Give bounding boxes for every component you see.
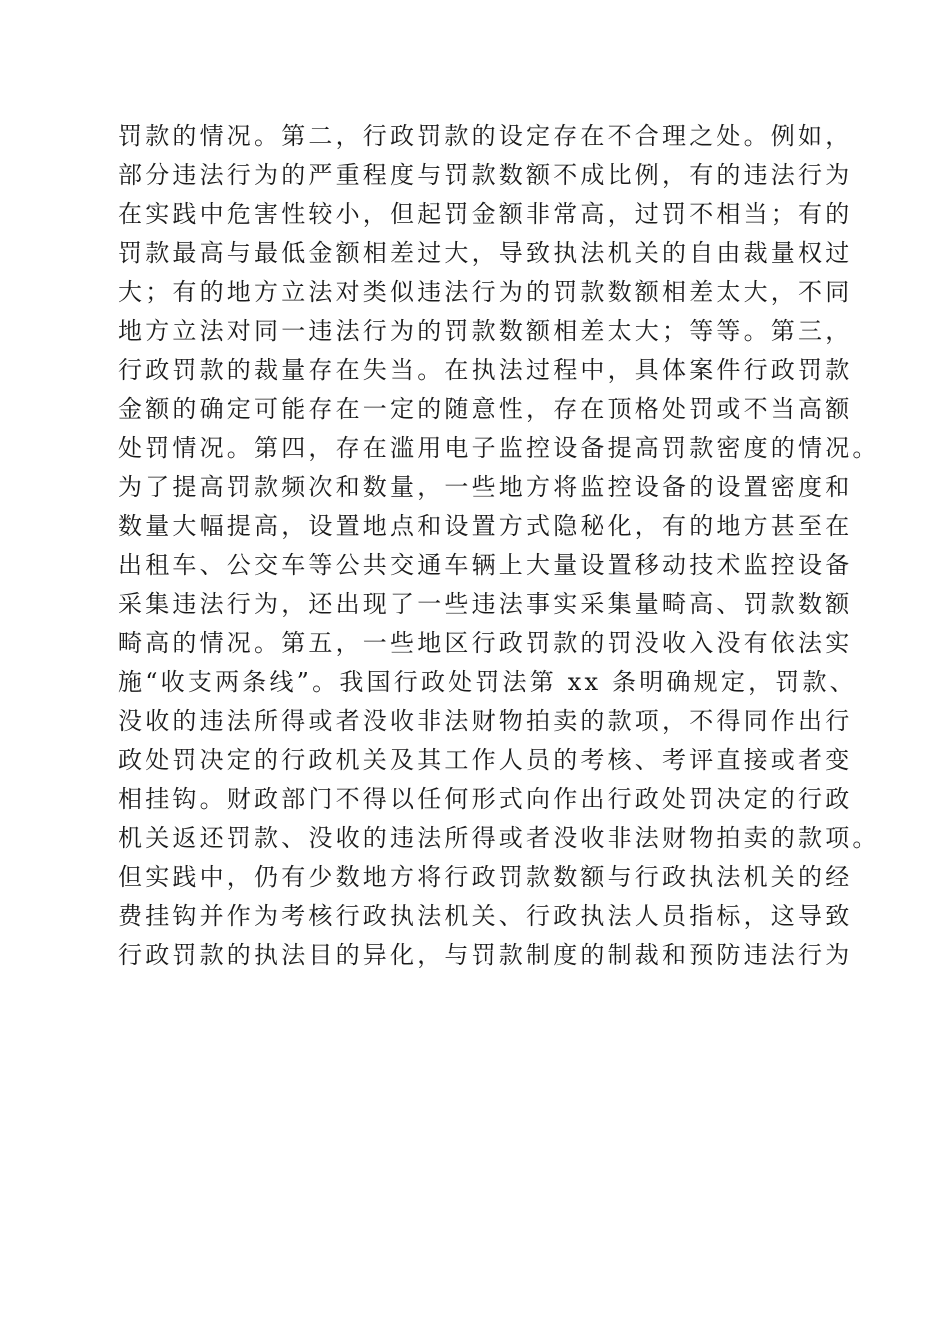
text-line: 行政罚款的执法目的异化，与罚款制度的制裁和预防违法行为 — [118, 941, 853, 969]
text-line: 行政罚款的裁量存在失当。在执法过程中，具体案件行政罚款 — [118, 356, 853, 384]
text-line: 地方立法对同一违法行为的罚款数额相差太大；等等。第三， — [118, 317, 853, 345]
text-line: 采集违法行为，还出现了一些违法事实采集量畸高、罚款数额 — [118, 590, 853, 618]
text-line: 施“收支两条线”。我国行政处罚法第 xx 条明确规定，罚款、 — [118, 668, 857, 696]
text-line: 但实践中，仍有少数地方将行政罚款数额与行政执法机关的经 — [118, 863, 853, 891]
text-line: 为了提高罚款频次和数量，一些地方将监控设备的设置密度和 — [118, 473, 853, 501]
text-line: 处罚情况。第四，存在滥用电子监控设备提高罚款密度的情况。 — [118, 434, 880, 462]
text-line: 罚款最高与最低金额相差过大，导致执法机关的自由裁量权过 — [118, 239, 853, 267]
text-line: 机关返还罚款、没收的违法所得或者没收非法财物拍卖的款项。 — [118, 824, 880, 852]
text-line: 罚款的情况。第二，行政罚款的设定存在不合理之处。例如， — [118, 122, 853, 150]
text-line: 金额的确定可能存在一定的随意性，存在顶格处罚或不当高额 — [118, 395, 853, 423]
text-line: 相挂钩。财政部门不得以任何形式向作出行政处罚决定的行政 — [118, 785, 853, 813]
text-line: 畸高的情况。第五，一些地区行政罚款的罚没收入没有依法实 — [118, 629, 853, 657]
text-line: 大；有的地方立法对类似违法行为的罚款数额相差太大，不同 — [118, 278, 853, 306]
body-text — [118, 117, 880, 975]
text-line: 没收的违法所得或者没收非法财物拍卖的款项，不得同作出行 — [118, 707, 853, 735]
text-line: 政处罚决定的行政机关及其工作人员的考核、考评直接或者变 — [118, 746, 853, 774]
text-line: 部分违法行为的严重程度与罚款数额不成比例，有的违法行为 — [118, 161, 853, 189]
text-line: 数量大幅提高，设置地点和设置方式隐秘化，有的地方甚至在 — [118, 512, 853, 540]
text-line: 在实践中危害性较小，但起罚金额非常高，过罚不相当；有的 — [118, 200, 853, 228]
text-line: 费挂钩并作为考核行政执法机关、行政执法人员指标，这导致 — [118, 902, 853, 930]
text-line: 出租车、公交车等公共交通车辆上大量设置移动技术监控设备 — [118, 551, 853, 579]
